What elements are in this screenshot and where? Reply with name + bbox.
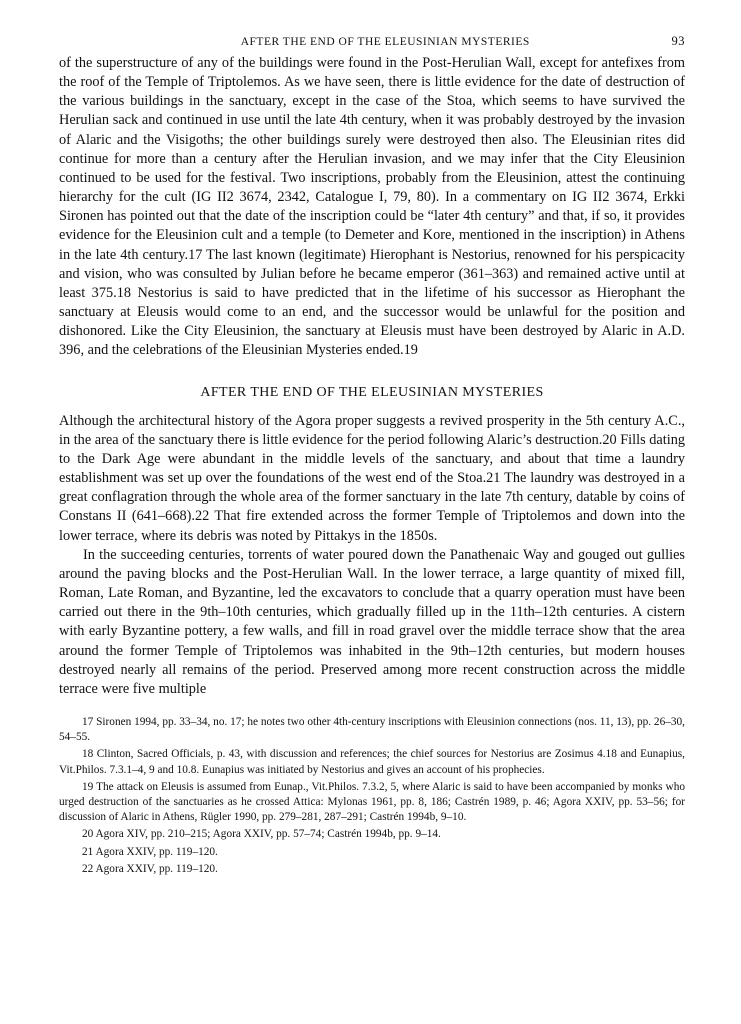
footnote-19: 19 The attack on Eleusis is assumed from Eunap., Vit.Philos. 7.3.2, 5, where Alaric is said to have been accompanied by monks who urged destruction of the sanctuaries as he crossed Attica: Mylonas 1961, pp. 8, 186; Castrén 1989, p. 46; Agora XXIV, pp. 53–56; for discussion of Alaric in Athens, Rügler 1990, pp. 279–281, 287–291; Castrén 1994b, 9–10. [59, 780, 685, 824]
section-heading: AFTER THE END OF THE ELEUSINIAN MYSTERIES [200, 384, 544, 400]
footnote-21: 21 Agora XXIV, pp. 119–120. [82, 845, 218, 858]
body-text [59, 54, 685, 699]
running-head [59, 34, 685, 54]
paragraph-1: of the superstructure of any of the buildings were found in the Post-Herulian Wall, except for antefixes from the roof of the Temple of Triptolemos. As we have seen, there is little evidence for the date of destruction of the various buildings in the sanctuary, except in the case of the Stoa, which seems to have survived the Herulian sack and continued in use until the late 4th century, when it was probably destroyed by the invasion of Alaric and the Visigoths; the other buildings surely were destroyed then also. The Eleusinian rites did continue for more than a century after the Herulian invasion, and we may infer that the City Eleusinion continued to be used for the festival. Two inscriptions, probably from the Eleusinion, attest the continuing hierarchy for the cult (IG II2 3674, 2342, Catalogue I, 79, 80). In a commentary on IG II2 3674, Erkki Sironen has pointed out that the date of the inscription could be “later 4th century” and that, if so, it provides evidence for the Eleusinion cult and a temple (to Demeter and Kore, mentioned in the inscription) in Athens in the late 4th century.17 The last known (legitimate) Hierophant is Nestorius, renowned for his perspicacity and vision, who was consulted by Julian before he became emperor (361–363) and remained active until at least 375.18 Nestorius is said to have predicted that in the lifetime of his successor as Hierophant the sanctuary at Eleusis would come to an end, and the successor would be unlawful for the position and dishonored. Like the City Eleusinion, the sanctuary at Eleusis must have been destroyed by Alaric in A.D. 396, and the celebrations of the Eleusinian Mysteries ended.19 [59, 55, 685, 359]
footnote-20: 20 Agora XIV, pp. 210–215; Agora XXIV, pp. 57–74; Castrén 1994b, pp. 9–14. [82, 828, 441, 841]
paragraph-3: In the succeeding centuries, torrents of water poured down the Panathenaic Way and gouged out gullies around the paving blocks and the Post-Herulian Wall. In the lower terrace, a large quantity of mixed fill, Roman, Late Roman, and Byzantine, led the excavators to conclude that a quarry operation must have been carried out there in the 9th–10th centuries, which gradually filled up in the 11th–12th centuries. A cistern with early Byzantine pottery, a few walls, and fill in road gravel over the middle terrace show that the area around the former Temple of Triptolemos was inhabited in the 9th–12th centuries, but modern houses destroyed nearly all remains of the period. Preserved among more recent construction across the middle terrace were five multiple [59, 546, 685, 697]
footnote-18: 18 Clinton, Sacred Officials, p. 43, with discussion and references; the chief sources for Nestorius are Zosimus 4.18 and Eunapius, Vit.Philos. 7.3.1–4, 9 and 10.8. Eunapius was initiated by Nestorius and gives an account of his prophecies. [59, 748, 685, 776]
footnotes [59, 715, 685, 877]
running-title: AFTER THE END OF THE ELEUSINIAN MYSTERIES [240, 36, 530, 48]
footnote-17: 17 Sironen 1994, pp. 33–34, no. 17; he notes two other 4th-century inscriptions with Eleusinion connections (nos. 11, 13), pp. 26–30, 54–55. [59, 716, 685, 744]
footnote-22: 22 Agora XXIV, pp. 119–120. [82, 862, 218, 875]
page-number: 93 [671, 34, 685, 48]
paragraph-2: Although the architectural history of the Agora proper suggests a revived prosperity in the 5th century A.C., in the area of the sanctuary there is little evidence for the period following Alaric’s destruction.20 Fills dating to the Dark Age were abundant in the middle levels of the sanctuary, and about that time a laundry establishment was set up over the foundations of the west end of the Stoa.21 The laundry was destroyed in a great conflagration through the whole area of the former sanctuary in the late 7th century, datable by coins of Constans II (641–668).22 That fire extended across the former Temple of Triptolemos and down into the lower terrace, where its debris was noted by Pittakys in the 1850s. [59, 412, 685, 544]
page [59, 34, 685, 879]
